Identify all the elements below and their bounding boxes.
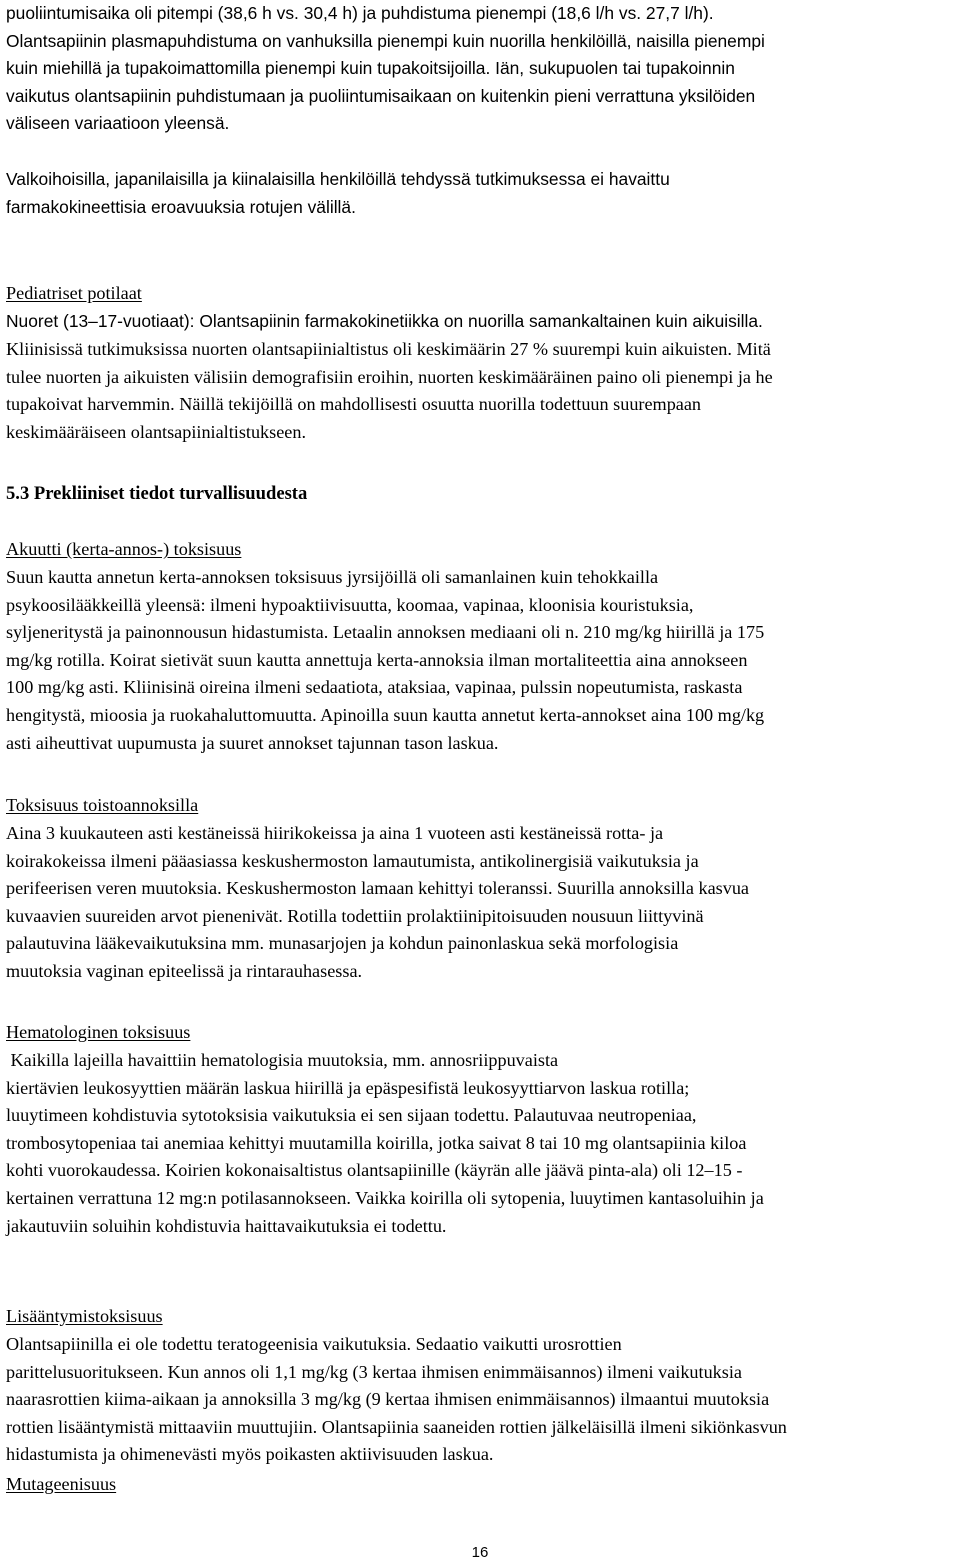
paragraph-repeat-toxicity [6,820,749,986]
text-line: kertainen verrattuna 12 mg:n potilasannokseen. Vaikka koirilla oli sytopenia, luuytimen kantasoluihin ja [6,1187,764,1208]
text-line: kuvaavien suureiden arvot pienenivät. Rotilla todettiin prolaktiinipitoisuuden nousuun liittyvinä [6,905,704,926]
paragraph-acute-toxicity [6,564,764,757]
text-line: mg/kg rotilla. Koirat sietivät suun kautta annettuja kerta-annoksia ilman mortaliteettia aina annokseen [6,649,748,670]
text-line: kohti vuorokaudessa. Koirien kokonaisaltistus olantsapiinille (käyrän alle jäävä pinta-ala) oli 12–15 - [6,1160,743,1181]
text-line: Olantsapiinilla ei ole todettu teratogeenisia vaikutuksia. Sedaatio vaikutti urosrottien [6,1334,622,1354]
text-line: farmakokineettisia eroavuuksia rotujen välillä. [6,196,356,217]
text-line: tupakoivat harvemmin. Näillä tekijöillä on mahdollisesti osuutta nuorilla todettuun suurempaan [6,394,702,415]
text-line: trombosytopeniaa tai anemiaa kehittyi muutamilla koirilla, jotka saivat 8 tai 10 mg olantsapiinia kiloa [6,1132,747,1153]
text-line: tulee nuorten ja aikuisten välisiin demografisiin eroihin, nuorten keskimääräinen paino oli pienempi ja he [6,366,773,387]
section-title: 5.3 Prekliiniset tiedot turvallisuudesta [6,483,308,504]
text-line: 100 mg/kg asti. Kliinisinä oireina ilmeni sedaatiota, ataksiaa, vapinaa, pulssin nopeutumista, raskasta [6,677,743,698]
text-line: hengitystä, mioosia ja ruokahaluttomuutta. Apinoilla suun kautta annetut kerta-annokset aina 100 mg/kg [6,704,765,725]
subheading-repeat-toxicity: Toksisuus toistoannoksilla [6,795,199,815]
section-hematological-toxicity [6,1019,190,1047]
text-line: keskimääräiseen olantsapiinialtistukseen. [6,421,307,442]
paragraph-clearance-factors [6,0,765,138]
section-mutagenicity [6,1471,116,1499]
text-line: hidastumista ja ohimenevästi myös poikasten aktiivisuuden laskua. [6,1444,494,1465]
text-line: Kliinisissä tutkimuksissa nuorten olantsapiinialtistus oli keskimäärin 27 % suurempi kuin aikuisten. Mitä [6,339,771,359]
text-line: vaikutus olantsapiinin puhdistumaan ja puoliintumisaikaan on kuitenkin pieni verrattuna yksilöiden [6,85,756,106]
text-line: koirakokeissa ilmeni pääasiassa keskushermoston lamautumista, antikolinergisiä vaikutuksia ja [6,850,699,871]
section-acute-toxicity [6,536,241,564]
text-line: Suun kautta annetun kerta-annoksen toksisuus jyrsijöillä oli samanlainen kuin tehokkailla [6,567,659,587]
paragraph-pediatric [6,308,763,336]
section-repeat-toxicity [6,792,198,820]
text-line: psykoosilääkkeillä yleensä: ilmeni hypoaktiivisuutta, koomaa, vapinaa, kloonisia kouristuksia, [6,594,694,615]
subheading-hematological-toxicity: Hematologinen toksisuus [6,1022,191,1042]
section-heading-5-3 [6,480,307,508]
text-line: kiertävien leukosyyttien määrän laskua hiirillä ja epäspesifistä leukosyyttiarvon laskua rotilla; [6,1077,690,1098]
text-line: muutoksia vaginan epiteelissä ja rintarauhasessa. [6,960,363,981]
section-reproductive-toxicity [6,1303,163,1331]
paragraph-reproductive-toxicity [6,1331,787,1469]
paragraph-ethnicity [6,166,670,221]
subheading-pediatric: Pediatriset potilaat [6,283,142,303]
text-line: Olantsapiinin plasmapuhdistuma on vanhuksilla pienempi kuin nuorilla henkilöillä, naisilla pienempi [6,30,765,51]
subheading-reproductive-toxicity: Lisääntymistoksisuus [6,1306,163,1326]
text-line: syljeneritystä ja painonnousun hidastumista. Letaalin annoksen mediaani oli n. 210 mg/kg hiirillä ja 175 [6,622,765,643]
paragraph-pediatric-cont [6,336,773,446]
paragraph-hematological-toxicity [6,1047,764,1240]
text-line: palautuvina lääkevaikutuksina mm. munasarjojen ja kohdun painonlaskua sekä morfologisia [6,933,679,954]
subheading-mutagenicity: Mutageenisuus [6,1474,117,1494]
page-number: 16 [471,1544,489,1561]
text-line: asti aiheuttivat uupumusta ja suuret annokset tajunnan tason laskua. [6,732,499,753]
text-line: luuytimeen kohdistuvia sytotoksisia vaikutuksia ei sen sijaan todettu. Palautuvaa neutropeniaa, [6,1105,697,1126]
text-line: naarasrottien kiima-aikaan ja annoksilla 3 mg/kg (9 kertaa ihmisen enimmäisannos) ilmaantui muutoksia [6,1389,770,1410]
text-line: kuin miehillä ja tupakoimattomilla pienempi kuin tupakoitsijoilla. Iän, sukupuolen tai tupakoinnin [6,58,735,79]
text-line: rottien lisääntymistä mittaaviin muuttujiin. Olantsapiinia saaneiden rottien jälkeläisillä ilmeni sikiönkasvun [6,1416,787,1437]
text-line: Nuoret (13–17-vuotiaat): Olantsapiinin farmakokinetiikka on nuorilla samankaltainen kuin aikuisilla. [6,311,763,331]
text-line: Kaikilla lajeilla havaittiin hematologisia muutoksia, mm. annosriippuvaista [6,1050,559,1070]
text-line: puoliintumisaika oli pitempi (38,6 h vs. 30,4 h) ja puhdistuma pienempi (18,6 l/h vs. 27,7 l/h). [6,3,714,23]
text-line: jakautuviin soluihin kohdistuvia haittavaikutuksia ei todettu. [6,1215,447,1236]
text-line: perifeerisen veren muutoksia. Keskushermoston lamaan kehittyi toleranssi. Suurilla annoksilla kasvua [6,878,749,899]
text-line: Aina 3 kuukauteen asti kestäneissä hiirikokeissa ja aina 1 vuoteen asti kestäneissä rotta- ja [6,823,664,843]
text-line: väliseen variaatioon yleensä. [6,113,230,134]
text-line: parittelusuoritukseen. Kun annos oli 1,1 mg/kg (3 kertaa ihmisen enimmäisannos) ilmeni vaikutuksia [6,1361,742,1382]
text-line: Valkoihoisilla, japanilaisilla ja kiinalaisilla henkilöillä tehdyssä tutkimuksessa ei havaittu [6,169,670,189]
subheading-acute-toxicity: Akuutti (kerta-annos-) toksisuus [6,539,242,559]
section-pediatric [6,280,142,308]
